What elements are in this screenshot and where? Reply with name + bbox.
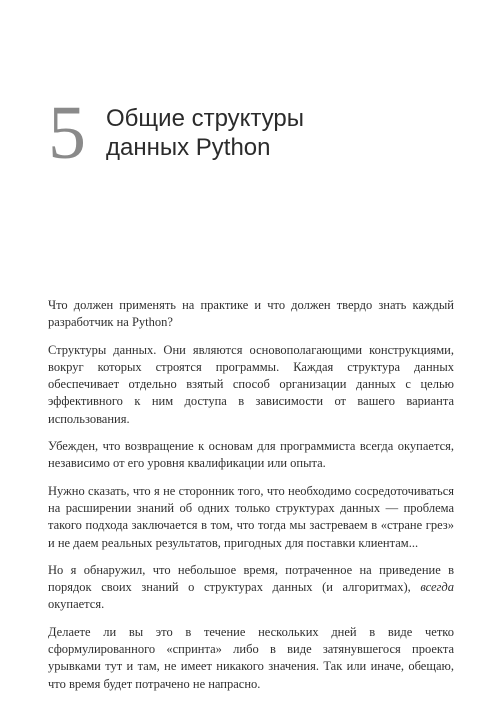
chapter-title-line-2: данных Python	[106, 134, 271, 161]
paragraph-3: Убежден, что возвращение к основам для программиста всегда окупается, независимо от его уровня квалификации или опыта.	[48, 439, 454, 471]
paragraph-2: Структуры данных. Они являются основополагающими конструкциями, вокруг которых строятся программы. Каждая структура данных обеспечивает отдельно взятый способ организации данных с целью эффективного к ним доступа в зависимости от вашего варианта использования.	[48, 342, 454, 426]
paragraph-5-emphasis: всегда	[420, 580, 454, 595]
chapter-number: 5	[48, 91, 86, 175]
paragraph-5-after: окупается.	[48, 597, 105, 612]
chapter-header	[48, 91, 305, 175]
paragraph-1: Что должен применять на практике и что должен твердо знать каждый разработчик на Python?	[48, 298, 454, 330]
paragraph-5	[48, 562, 454, 614]
chapter-title-line-1: Общие структуры	[106, 105, 305, 132]
paragraph-6: Делаете ли вы это в течение нескольких дней в виде четко сформулированного «спринта» либо в виде затянувшегося проекта урывками тут и там, не имеет никакого значения. Так или иначе, обещаю, что время будет потрачено не напрасно.	[48, 624, 454, 691]
paragraph-5-before: Но я обнаружил, что небольшое время, потраченное на приведение в порядок своих знаний о структурах данных (и алгоритмах),	[48, 562, 454, 595]
chapter-title	[106, 96, 304, 162]
paragraph-4: Нужно сказать, что я не сторонник того, что необходимо сосредоточиваться на расширении знаний об одних только структурах данных — проблема такого подхода заключается в том, что тогда мы застреваем в «стране грез» и не даем реальных результатов, пригодных для поставки клиентам...	[48, 483, 454, 550]
body-text	[48, 297, 454, 703]
